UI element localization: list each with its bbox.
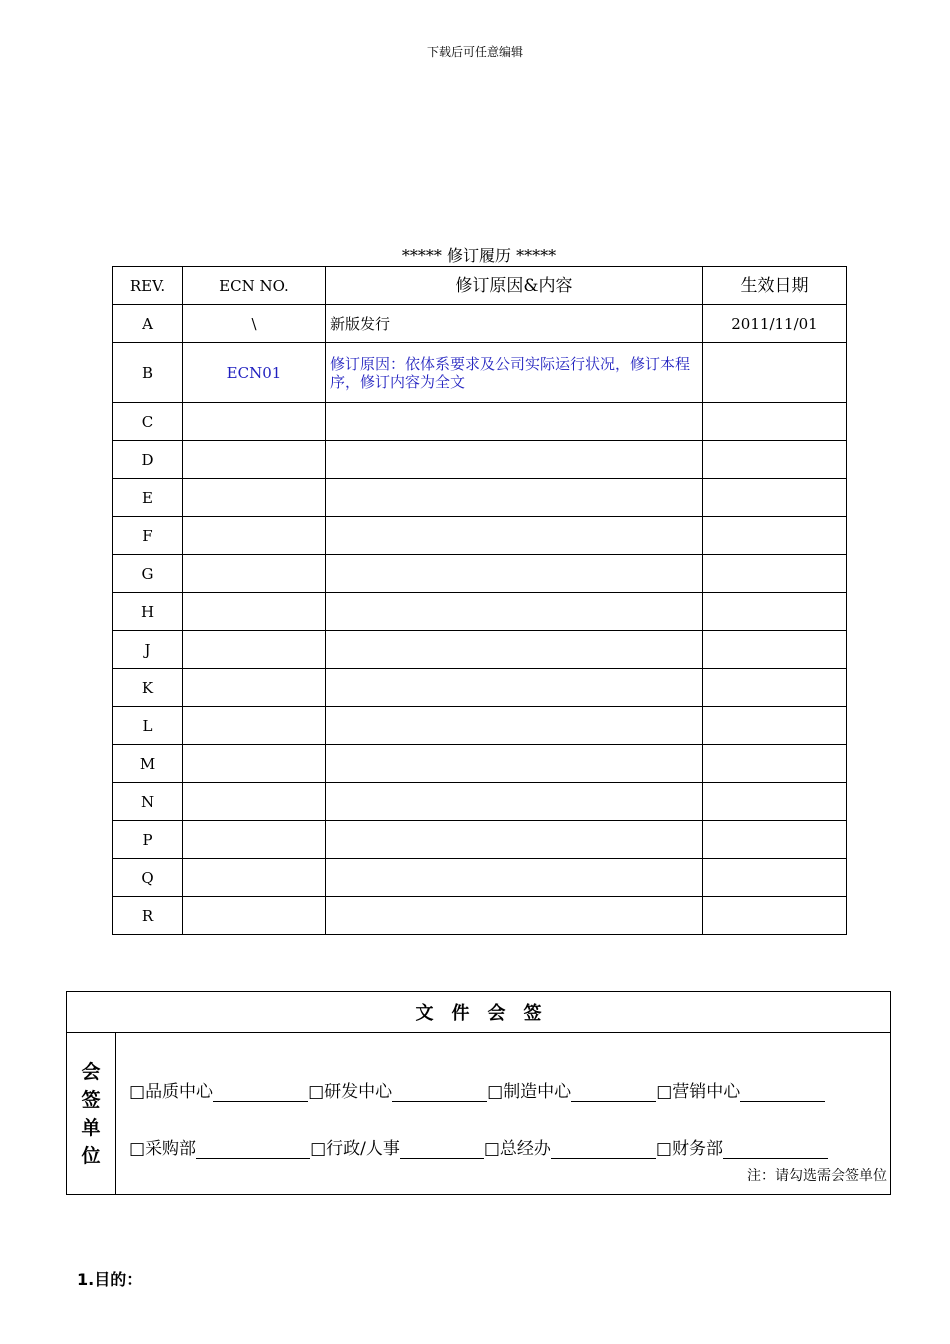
cell-rev: F <box>113 517 183 555</box>
signature-line[interactable] <box>723 1140 828 1159</box>
cell-date <box>703 897 847 935</box>
dept-option-gm-office[interactable] <box>484 1134 656 1159</box>
cell-content <box>326 669 703 707</box>
cell-date <box>703 517 847 555</box>
cell-content: 新版发行 <box>326 305 703 343</box>
dept-option-rd[interactable] <box>308 1077 487 1102</box>
cell-date <box>703 631 847 669</box>
cell-rev: N <box>113 783 183 821</box>
cell-content <box>326 707 703 745</box>
cell-content <box>326 555 703 593</box>
checkbox-icon[interactable]: □ <box>655 1139 672 1159</box>
cell-ecn <box>183 783 326 821</box>
cell-ecn <box>183 593 326 631</box>
cell-ecn <box>183 631 326 669</box>
table-row <box>113 631 847 669</box>
cell-date <box>703 707 847 745</box>
table-row <box>113 517 847 555</box>
checkbox-icon[interactable]: □ <box>308 1082 325 1102</box>
dept-label: 制造中心 <box>503 1082 572 1102</box>
signoff-row-2 <box>129 1134 828 1159</box>
revision-history-table <box>112 266 847 935</box>
cell-rev: M <box>113 745 183 783</box>
cell-ecn <box>183 555 326 593</box>
cell-ecn <box>183 441 326 479</box>
checkbox-icon[interactable]: □ <box>129 1139 146 1159</box>
cell-content <box>326 821 703 859</box>
cell-rev: E <box>113 479 183 517</box>
cell-rev: P <box>113 821 183 859</box>
signoff-row-1 <box>129 1077 825 1102</box>
cell-rev: K <box>113 669 183 707</box>
signature-line[interactable] <box>551 1140 656 1159</box>
cell-rev: D <box>113 441 183 479</box>
cell-rev: C <box>113 403 183 441</box>
cell-rev: B <box>113 343 183 403</box>
table-row <box>113 403 847 441</box>
table-row <box>113 593 847 631</box>
col-header-rev: REV. <box>113 267 183 305</box>
table-row <box>113 343 847 403</box>
table-row <box>113 897 847 935</box>
dept-label: 营销中心 <box>672 1082 741 1102</box>
cell-ecn <box>183 897 326 935</box>
dept-option-finance[interactable] <box>656 1134 828 1159</box>
checkbox-icon[interactable]: □ <box>129 1082 146 1102</box>
cell-content <box>326 403 703 441</box>
table-row <box>113 555 847 593</box>
checkbox-icon[interactable]: □ <box>483 1139 500 1159</box>
cell-date <box>703 859 847 897</box>
revision-history-title: ***** 修订履历 ***** <box>401 246 557 265</box>
cell-content <box>326 859 703 897</box>
cell-date <box>703 783 847 821</box>
cell-rev: A <box>113 305 183 343</box>
label-char: 单 <box>81 1117 101 1139</box>
cell-date <box>703 441 847 479</box>
col-header-date: 生效日期 <box>703 267 847 305</box>
checkbox-icon[interactable]: □ <box>487 1082 504 1102</box>
cell-ecn <box>183 745 326 783</box>
cell-content <box>326 441 703 479</box>
signoff-title: 文件会签 <box>67 992 890 1033</box>
cell-content <box>326 517 703 555</box>
cell-date <box>703 821 847 859</box>
cell-date <box>703 403 847 441</box>
cell-date <box>703 669 847 707</box>
label-char: 位 <box>81 1145 101 1167</box>
header-note: 下载后可任意编辑 <box>426 45 523 59</box>
cell-date: 2011/11/01 <box>703 305 847 343</box>
cell-content <box>326 783 703 821</box>
cell-rev: L <box>113 707 183 745</box>
label-char: 签 <box>81 1089 101 1111</box>
dept-label: 品质中心 <box>145 1082 214 1102</box>
cell-date <box>703 745 847 783</box>
dept-label: 总经办 <box>499 1139 551 1159</box>
signature-line[interactable] <box>400 1140 484 1159</box>
dept-option-admin-hr[interactable] <box>310 1134 484 1159</box>
signature-line[interactable] <box>196 1140 310 1159</box>
dept-label: 研发中心 <box>324 1082 393 1102</box>
cell-rev: H <box>113 593 183 631</box>
cell-content <box>326 631 703 669</box>
cell-date <box>703 593 847 631</box>
cell-ecn <box>183 707 326 745</box>
cell-ecn <box>183 479 326 517</box>
table-row <box>113 305 847 343</box>
cell-ecn <box>183 669 326 707</box>
checkbox-icon[interactable]: □ <box>656 1082 673 1102</box>
signoff-unit-label <box>67 1033 116 1195</box>
cell-content: 修订原因：依体系要求及公司实际运行状况，修订本程序，修订内容为全文 <box>326 343 703 403</box>
table-header-row <box>113 267 847 305</box>
cell-content <box>326 897 703 935</box>
signature-line[interactable] <box>392 1083 487 1102</box>
signature-line[interactable] <box>571 1083 656 1102</box>
checkbox-icon[interactable]: □ <box>310 1139 327 1159</box>
cell-date <box>703 479 847 517</box>
table-row <box>113 745 847 783</box>
dept-option-marketing[interactable] <box>656 1077 825 1102</box>
cell-ecn <box>183 821 326 859</box>
cell-ecn <box>183 859 326 897</box>
signoff-note: 注：请勾选需会签单位 <box>747 1168 887 1184</box>
table-row <box>113 783 847 821</box>
col-header-ecn: ECN NO. <box>183 267 326 305</box>
document-signoff-box <box>66 991 891 1195</box>
section-heading-purpose: 1.目的： <box>77 1270 143 1289</box>
cell-rev: J <box>113 631 183 669</box>
dept-option-manufacturing[interactable] <box>487 1077 656 1102</box>
cell-rev: Q <box>113 859 183 897</box>
cell-date <box>703 343 847 403</box>
cell-rev: R <box>113 897 183 935</box>
dept-option-quality[interactable] <box>129 1077 308 1102</box>
cell-rev: G <box>113 555 183 593</box>
table-row <box>113 821 847 859</box>
cell-ecn: \ <box>183 305 326 343</box>
dept-option-purchasing[interactable] <box>129 1134 310 1159</box>
cell-content <box>326 745 703 783</box>
cell-ecn: ECN01 <box>183 343 326 403</box>
signature-line[interactable] <box>213 1083 308 1102</box>
table-row <box>113 479 847 517</box>
cell-date <box>703 555 847 593</box>
table-row <box>113 859 847 897</box>
table-row <box>113 707 847 745</box>
table-row <box>113 669 847 707</box>
dept-label: 财务部 <box>671 1139 723 1159</box>
label-char: 会 <box>81 1061 101 1083</box>
dept-label: 采购部 <box>145 1139 197 1159</box>
cell-content <box>326 593 703 631</box>
col-header-content: 修订原因&内容 <box>326 267 703 305</box>
cell-ecn <box>183 517 326 555</box>
table-row <box>113 441 847 479</box>
cell-content <box>326 479 703 517</box>
signature-line[interactable] <box>740 1083 825 1102</box>
cell-ecn <box>183 403 326 441</box>
dept-label: 行政/人事 <box>326 1139 400 1159</box>
